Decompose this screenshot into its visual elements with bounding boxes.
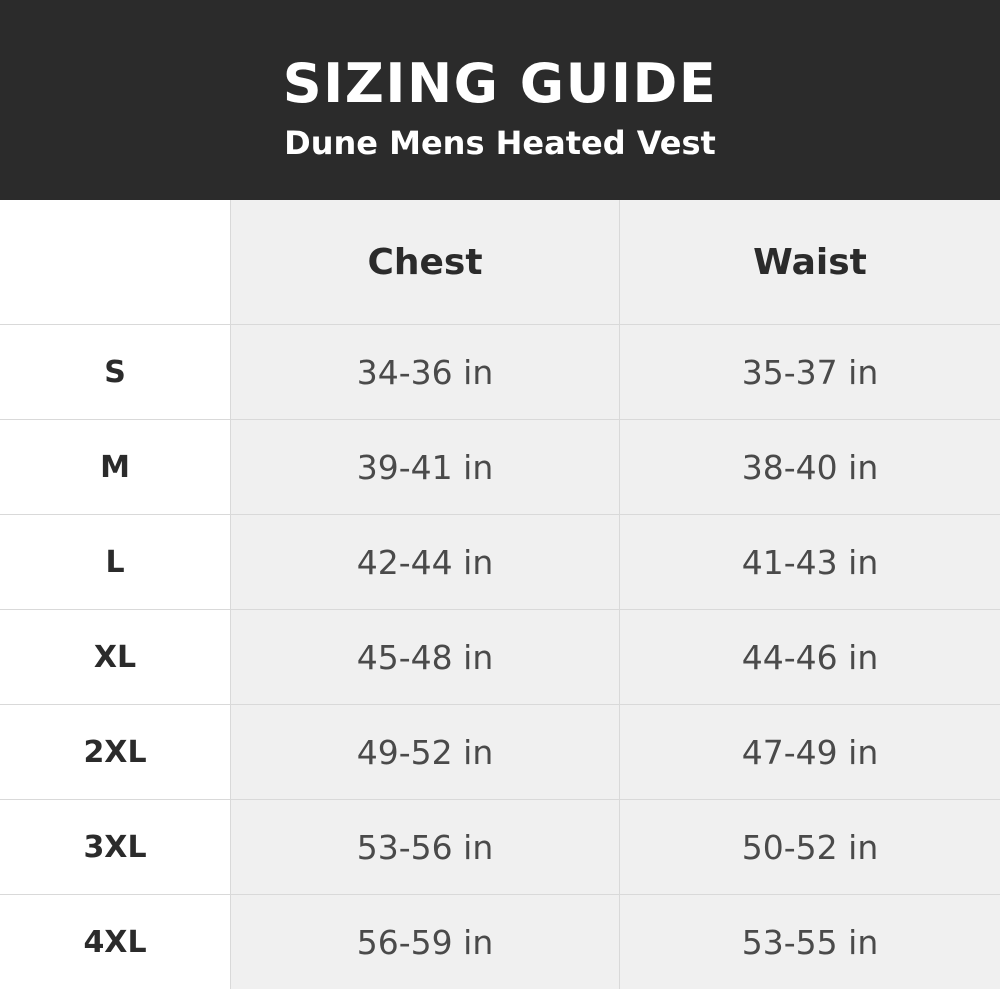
cell-chest: 39-41 in [230,420,620,514]
cell-waist: 53-55 in [620,895,1000,989]
cell-size: M [0,420,230,514]
page-title: SIZING GUIDE [282,51,718,115]
cell-waist: 47-49 in [620,705,1000,799]
cell-size: L [0,515,230,609]
cell-size: 4XL [0,895,230,989]
table-row [0,895,1000,989]
cell-chest: 56-59 in [230,895,620,989]
header-banner [0,0,1000,200]
table-row [0,800,1000,895]
column-header-waist: Waist [620,200,1000,324]
table-row [0,610,1000,705]
table-row [0,420,1000,515]
sizing-table [0,200,1000,1000]
cell-chest: 34-36 in [230,325,620,419]
cell-size: XL [0,610,230,704]
cell-waist: 35-37 in [620,325,1000,419]
cell-waist: 44-46 in [620,610,1000,704]
cell-size: 2XL [0,705,230,799]
table-row [0,325,1000,420]
cell-size: 3XL [0,800,230,894]
cell-chest: 45-48 in [230,610,620,704]
cell-waist: 50-52 in [620,800,1000,894]
product-name: Dune Mens Heated Vest [284,124,716,163]
table-row [0,515,1000,610]
table-row [0,705,1000,800]
cell-waist: 38-40 in [620,420,1000,514]
cell-chest: 49-52 in [230,705,620,799]
cell-chest: 53-56 in [230,800,620,894]
cell-chest: 42-44 in [230,515,620,609]
column-header-chest: Chest [230,200,620,324]
column-header-size [0,200,230,324]
cell-waist: 41-43 in [620,515,1000,609]
cell-size: S [0,325,230,419]
table-header-row [0,200,1000,325]
